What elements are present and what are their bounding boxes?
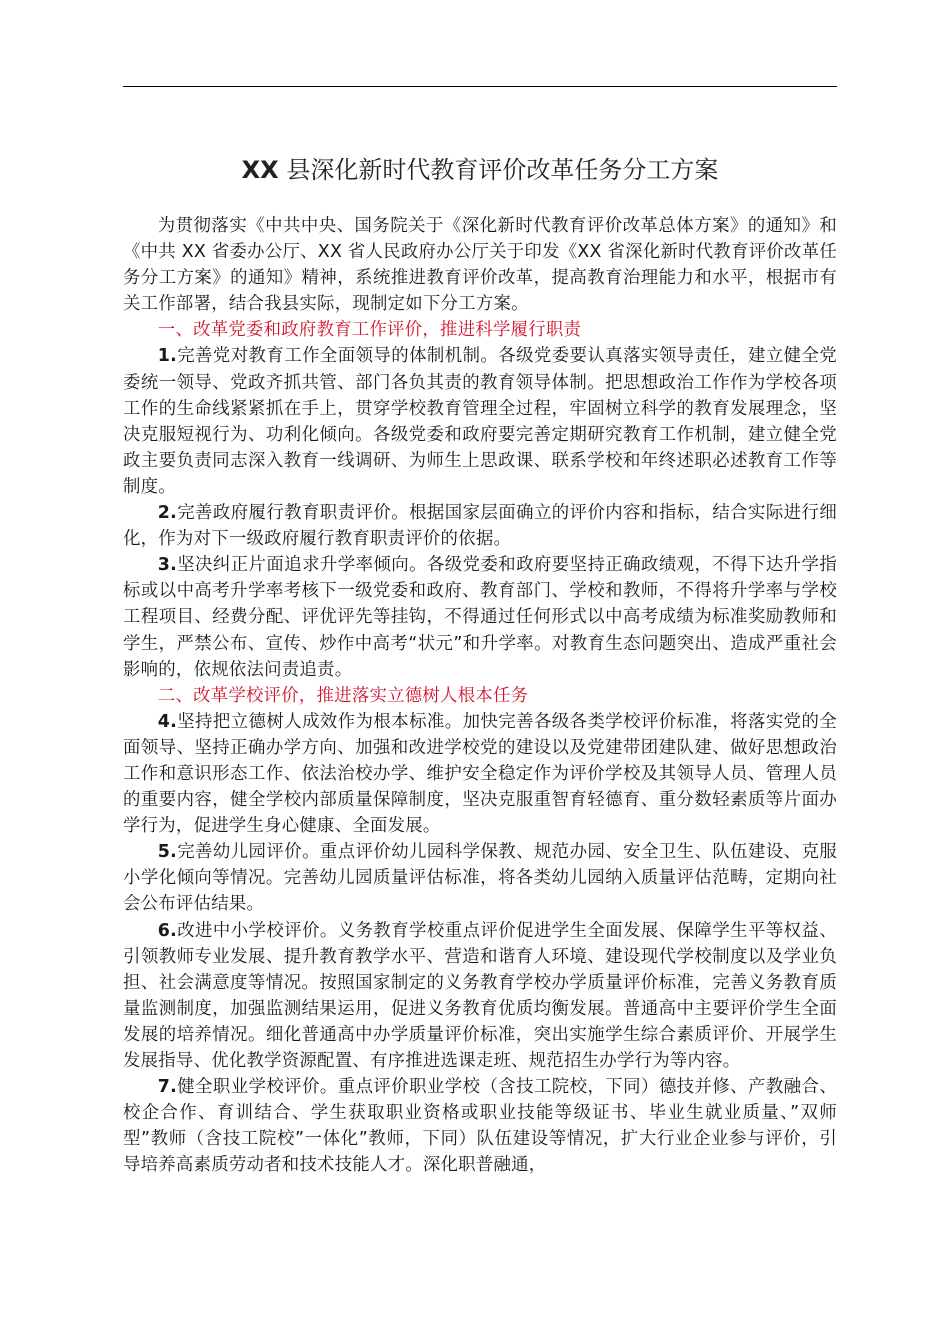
page-title <box>123 153 837 187</box>
item-number: 3. <box>157 555 178 576</box>
item-number: 7. <box>157 1077 178 1098</box>
list-item <box>123 1074 837 1178</box>
section-heading-2: 二、改革学校评价，推进落实立德树人根本任务 <box>157 685 529 706</box>
item-text: 坚持把立德树人成效作为根本标准。加快完善各级各类学校评价标准，将落实党的全面领导、坚持正确办学方向、加强和改进学校党的建设以及党建带团建队建、做好思想政治工作和意识形态工作、依法治校办学、维护安全稳定作为评价学校及其领导人员、管理人员的重要内容，健全学校内部质量保障制度，坚决克服重智育轻德育、重分数轻素质等片面办学行为，促进学生身心健康、全面发展。 <box>123 711 837 837</box>
title-text: 县深化新时代教育评价改革任务分工方案 <box>286 156 719 184</box>
list-item <box>123 839 837 917</box>
item-text: 健全职业学校评价。重点评价职业学校（含技工院校，下同）德技并修、产教融合、校企合作、育训结合、学生获取职业资格或职业技能等级证书、毕业生就业质量、”双师型”教师（含技工院校”一体化”教师，下同）队伍建设等情况，扩大行业企业参与评价，引导培养高素质劳动者和技术技能人才。深化职普融通， <box>123 1077 837 1176</box>
list-item <box>123 552 837 682</box>
item-text: 完善党对教育工作全面领导的体制机制。各级党委要认真落实领导责任，建立健全党委统一领导、党政齐抓共管、部门各负其责的教育领导体制。把思想政治工作作为学校各项工作的生命线紧紧抓在手上，贯穿学校教育管理全过程，牢固树立科学的教育发展理念，坚决克服短视行为、功利化倾向。各级党委和政府要完善定期研究教育工作机制，建立健全党政主要负责同志深入教育一线调研、为师生上思政课、联系学校和年终述职必述教育工作等制度。 <box>123 346 837 497</box>
item-text: 改进中小学校评价。义务教育学校重点评价促进学生全面发展、保障学生平等权益、引领教师专业发展、提升教育教学水平、营造和谐育人环境、建设现代学校制度以及学业负担、社会满意度等情况。按照国家制定的义务教育学校办学质量评价标准，完善义务教育质量监测制度，加强监测结果运用，促进义务教育优质均衡发展。普通高中主要评价学生全面发展的培养情况。细化普通高中办学质量评价标准，突出实施学生综合素质评价、开展学生发展指导、优化教学资源配置、有序推进选课走班、规范招生办学行为等内容。 <box>123 920 837 1071</box>
item-text: 坚决纠正片面追求升学率倾向。各级党委和政府要坚持正确政绩观，不得下达升学指标或以中高考升学率考核下一级党委和政府、教育部门、学校和教师，不得将升学率与学校工程项目、经费分配、评优评先等挂钩，不得通过任何形式以中高考成绩为标准奖励教师和学生，严禁公布、宣传、炒作中高考“状元”和升学率。对教育生态问题突出、造成严重社会影响的，依规依法问责追责。 <box>123 555 837 680</box>
section-heading-1: 一、改革党委和政府教育工作评价，推进科学履行职责 <box>157 320 582 341</box>
item-text: 完善政府履行教育职责评价。根据国家层面确立的评价内容和指标，结合实际进行细化，作为对下一级政府履行教育职责评价的依据。 <box>123 503 837 550</box>
list-item <box>123 709 837 839</box>
item-number: 5. <box>157 842 178 863</box>
item-number: 6. <box>157 920 178 941</box>
title-prefix: XX <box>241 156 279 184</box>
item-number: 4. <box>157 711 178 732</box>
item-number: 1. <box>157 346 178 367</box>
item-text: 完善幼儿园评价。重点评价幼儿园科学保教、规范办园、安全卫生、队伍建设、克服小学化倾向等情况。完善幼儿园质量评估标准，将各类幼儿园纳入质量评估范畴，定期向社会公布评估结果。 <box>123 842 837 915</box>
list-item <box>123 343 837 500</box>
header-rule <box>123 86 837 87</box>
list-item <box>123 500 837 552</box>
item-number: 2. <box>157 503 178 524</box>
list-item <box>123 918 837 1075</box>
intro-paragraph: 为贯彻落实《中共中央、国务院关于《深化新时代教育评价改革总体方案》的通知》和《中共 XX 省委办公厅、XX 省人民政府办公厅关于印发《XX 省深化新时代教育评价改革任务分工方案》的通知》精神，系统推进教育评价改革，提高教育治理能力和水平，根据市有关工作部署，结合我县实际，现制定如下分工方案。 <box>123 216 837 315</box>
document-body <box>123 213 837 1178</box>
